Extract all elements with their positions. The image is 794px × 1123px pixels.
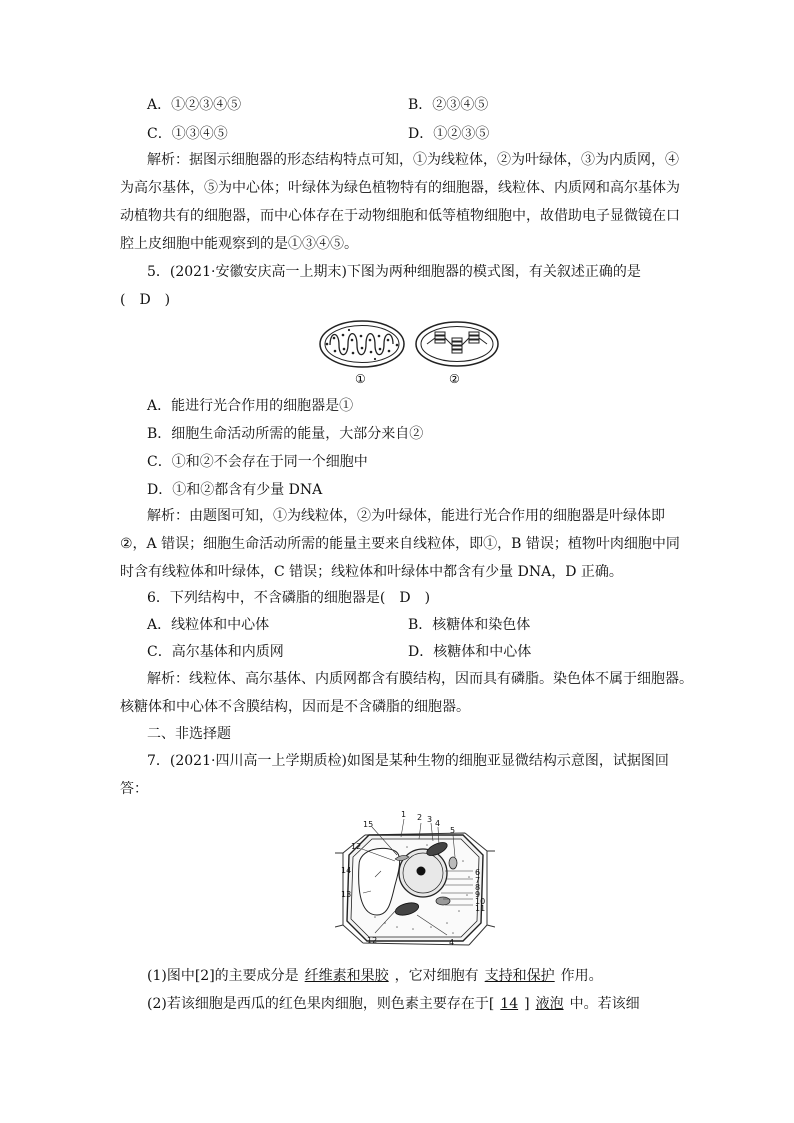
mitochondrion-figure <box>320 321 404 367</box>
q6-stem: 6．下列结构中，不含磷脂的细胞器是( D ) <box>147 590 431 606</box>
q7-sub2-answer: 液泡 <box>535 996 564 1012</box>
q4-option-a: A．①②③④⑤ <box>147 97 242 113</box>
diagram-label: 12 <box>367 936 378 945</box>
diagram-label: 7 <box>475 876 481 885</box>
diagram-label: 5 <box>450 826 456 835</box>
q7-sub1-suffix: 作用。 <box>560 968 603 984</box>
q7-sub1 <box>147 966 603 986</box>
q7-sub1-answer-2: 支持和保护 <box>484 968 555 984</box>
diagram-label: 6 <box>475 868 481 877</box>
figure-label-2: ② <box>449 372 460 386</box>
nucleolus <box>417 867 426 876</box>
q5-stem: 5．(2021·安徽安庆高一上期末)下图为两种细胞器的模式图，有关叙述正确的是 <box>147 264 641 280</box>
q7-sub1-answer-1: 纤维素和果胶 <box>304 968 389 984</box>
q4-option-d: D．①②③⑤ <box>408 126 490 142</box>
q7-sub2-bracket: ] <box>524 996 530 1012</box>
q4-analysis-line: 腔上皮细胞中能观察到的是①③④⑤。 <box>120 236 358 252</box>
q6-option-d: D．核糖体和中心体 <box>408 644 532 660</box>
q7-stem: 7．(2021·四川高一上学期质检)如图是某种生物的细胞亚显微结构示意图，试据图回 <box>147 753 669 769</box>
q6-option-b: B．核糖体和染色体 <box>408 617 531 633</box>
q6-option-a: A．线粒体和中心体 <box>147 617 270 633</box>
q5-analysis-line: 时含有线粒体和叶绿体，C 错误；线粒体和叶绿体中都含有少量 DNA，D 正确。 <box>120 564 623 580</box>
diagram-label: 10 <box>475 897 486 906</box>
diagram-label: 14 <box>341 866 352 875</box>
diagram-label: 4 <box>435 819 441 828</box>
diagram-label: 2 <box>417 813 423 822</box>
q4-analysis-line: 解析：据图示细胞器的形态结构特点可知，①为线粒体，②为叶绿体，③为内质网，④ <box>147 152 679 168</box>
q7-sub1-middle: ，它对细胞有 <box>394 968 479 984</box>
organelle-figure <box>315 318 505 388</box>
q6-analysis-line: 解析：线粒体、高尔基体、内质网都含有膜结构，因而具有磷脂。染色体不属于细胞器。 <box>147 671 693 687</box>
q7-sub2-number: 14 <box>500 996 519 1012</box>
diagram-label: 11 <box>475 904 486 913</box>
chloroplast-figure <box>416 322 498 366</box>
q5-option-c: C．①和②不会存在于同一个细胞中 <box>147 454 368 470</box>
diagram-label: 3 <box>427 815 433 824</box>
q4-analysis-line: 动植物共有的细胞器，而中心体存在于动物细胞和低等植物细胞中，故借助电子显微镜在口 <box>120 208 680 224</box>
diagram-label: 9 <box>475 890 481 899</box>
q7-sub1-prefix: (1)图中[2]的主要成分是 <box>147 968 299 984</box>
q7-stem: 答： <box>120 781 148 797</box>
q6-option-c: C．高尔基体和内质网 <box>147 644 284 660</box>
figure-label-1: ① <box>355 372 366 386</box>
q7-sub2-prefix: (2)若该细胞是西瓜的红色果肉细胞，则色素主要存在于[ <box>147 996 495 1012</box>
diagram-label: 4 <box>449 938 455 947</box>
diagram-label: 13 <box>341 890 352 899</box>
q6-analysis-line: 核糖体和中心体不含膜结构，因而是不含磷脂的细胞器。 <box>120 699 470 715</box>
q5-answer: ( D ) <box>120 292 171 308</box>
q5-analysis-line: ②，A 错误；细胞生命活动所需的能量主要来自线粒体，即①，B 错误；植物叶肉细胞中同 <box>120 536 680 552</box>
diagram-label: 8 <box>475 883 481 892</box>
diagram-label: 1 <box>401 810 407 819</box>
diagram-label: 12 <box>351 842 362 851</box>
q5-option-a: A．能进行光合作用的细胞器是① <box>147 398 354 414</box>
q4-option-b: B．②③④⑤ <box>408 97 489 113</box>
q7-sub2-suffix: 中。若该细 <box>569 996 640 1012</box>
q4-analysis-line: 为高尔基体，⑤为中心体；叶绿体为绿色植物特有的细胞器，线粒体、内质网和高尔基体为 <box>120 180 680 196</box>
q4-option-c: C．①③④⑤ <box>147 126 228 142</box>
q7-sub2 <box>147 994 640 1014</box>
q5-option-d: D．①和②都含有少量 DNA <box>147 482 323 498</box>
section-heading: 二、非选择题 <box>147 726 231 742</box>
q5-option-b: B．细胞生命活动所需的能量，大部分来自② <box>147 426 424 442</box>
diagram-label: 15 <box>363 820 374 829</box>
q5-analysis-line: 解析：由题图可知，①为线粒体，②为叶绿体，能进行光合作用的细胞器是叶绿体即 <box>147 508 665 524</box>
plant-cell-diagram <box>335 805 495 951</box>
